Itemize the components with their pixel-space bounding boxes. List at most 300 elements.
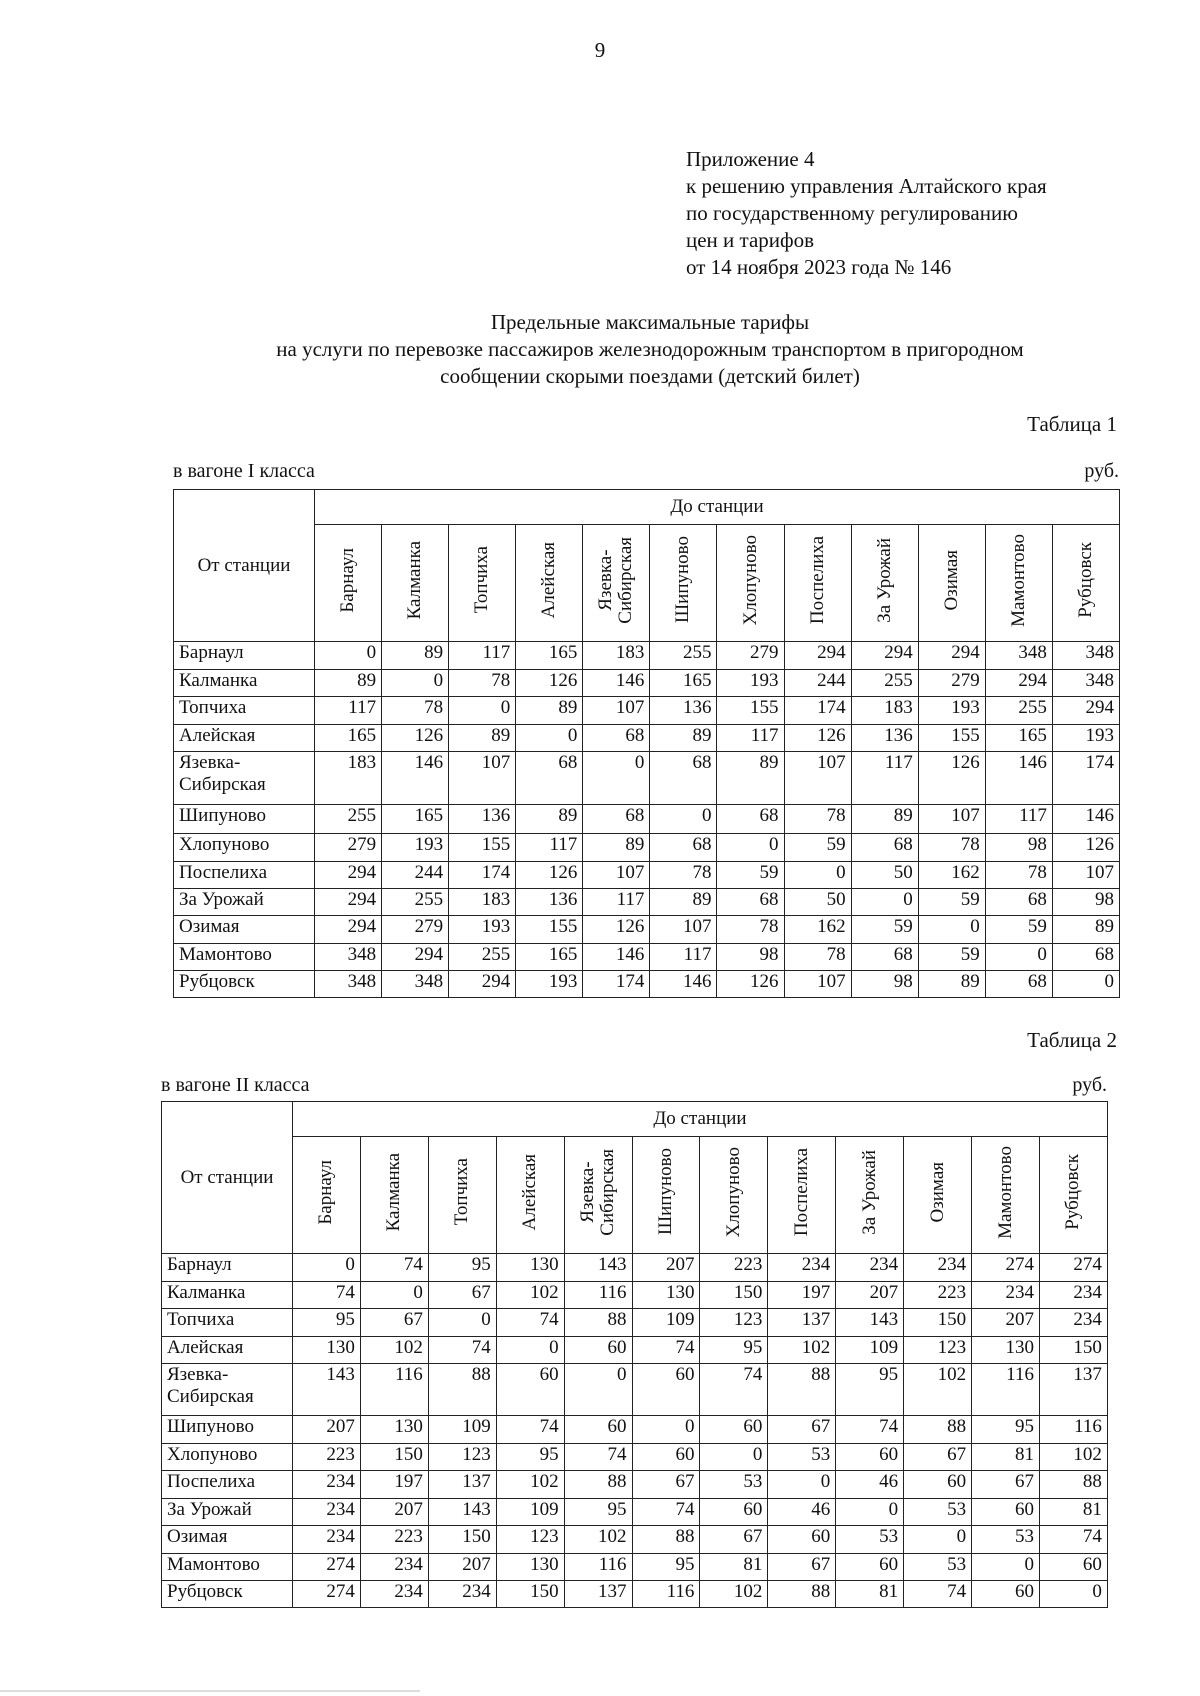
tariff-cell: 78 [985,862,1052,889]
row-station-name: Мамонтово [174,944,315,971]
tariff-cell: 60 [632,1444,700,1471]
tariff-cell: 137 [564,1581,632,1608]
table-row [162,1254,1108,1282]
tariff-cell: 348 [382,971,449,998]
tariff-cell: 0 [496,1337,564,1364]
table-row [174,670,1120,697]
tariff-cell: 0 [918,916,985,944]
tariff-cell: 78 [650,862,717,889]
tariff-cell: 102 [1039,1444,1107,1471]
column-header [1052,525,1119,642]
tariff-cell: 143 [836,1309,904,1337]
row-station-name: Поспелиха [174,862,315,889]
tariff-cell: 60 [904,1471,972,1499]
from-station-header: От станции [174,490,315,642]
tariff-cell: 130 [972,1337,1040,1364]
tariff-cell: 279 [918,670,985,697]
tariff-cell: 348 [315,971,382,998]
row-station-name: Барнаул [174,642,315,670]
tariff-cell: 89 [650,889,717,916]
tariff-cell: 165 [315,725,382,752]
tariff-cell: 60 [972,1581,1040,1608]
appendix-line: Приложение 4 [686,147,815,171]
column-header [717,525,784,642]
tariff-cell: 123 [496,1526,564,1554]
table-row [174,725,1120,752]
tariff-cell: 146 [1052,805,1119,834]
tariff-cell: 78 [784,805,851,834]
tariff-cell: 116 [1039,1416,1107,1444]
column-header [768,1137,836,1254]
tariff-cell: 223 [293,1444,361,1471]
column-header-label: Шипуново [672,536,694,624]
tariff-cell: 95 [564,1499,632,1526]
tariff-cell: 150 [904,1309,972,1337]
tariff-cell: 81 [1039,1499,1107,1526]
tariff-cell: 68 [583,725,650,752]
tariff-cell: 59 [918,889,985,916]
tariff-cell: 174 [583,971,650,998]
column-header-label: Барнаул [315,1159,337,1225]
tariff-cell: 207 [972,1309,1040,1337]
tariff-cell: 102 [496,1282,564,1309]
column-header-label: За Урожай [873,537,895,623]
column-header-label: Шипуново [654,1148,676,1236]
tariff-cell: 294 [851,642,918,670]
tariff-cell: 146 [650,971,717,998]
column-header-label: Озимая [926,1161,948,1223]
tariff-cell: 0 [851,889,918,916]
tariff-cell: 234 [428,1581,496,1608]
row-station-name: Барнаул [162,1254,293,1282]
tariff-cell: 67 [360,1309,428,1337]
column-header [985,525,1052,642]
currency-label: руб. [1084,460,1119,482]
appendix-header [686,146,1047,281]
column-header [583,525,650,642]
tariff-cell: 74 [360,1254,428,1282]
to-station-header: До станции [315,490,1120,525]
tariff-cell: 207 [632,1254,700,1282]
tariff-cell: 136 [449,805,516,834]
tariff-cell: 117 [851,752,918,805]
tariff-cell: 137 [428,1471,496,1499]
tariff-cell: 193 [1052,725,1119,752]
appendix-line: от 14 ноября 2023 года № 146 [686,255,952,279]
column-header-label: Калманка [383,1152,405,1232]
tariff-cell: 74 [496,1309,564,1337]
tariff-cell: 143 [293,1364,361,1416]
tariff-cell: 294 [784,642,851,670]
tariff-cell: 67 [428,1282,496,1309]
tariff-cell: 183 [583,642,650,670]
tariff-cell: 95 [972,1416,1040,1444]
tariff-cell: 74 [293,1282,361,1309]
title-line: сообщении скорыми поездами (детский билет) [440,364,860,388]
tariff-cell: 150 [496,1581,564,1608]
column-header-label: Поспелиха [790,1147,812,1237]
document-title [160,309,1140,390]
column-header-label: Озимая [940,549,962,611]
tariff-cell: 81 [700,1554,768,1581]
tariff-cell: 95 [428,1254,496,1282]
column-header [650,525,717,642]
tariff-cell: 68 [1052,944,1119,971]
tariff-cell: 126 [382,725,449,752]
row-station-name: Хлопуново [174,834,315,862]
tariff-cell: 78 [449,670,516,697]
table-row [162,1471,1108,1499]
column-header [918,525,985,642]
tariff-cell: 107 [918,805,985,834]
tariff-cell: 95 [496,1444,564,1471]
car-class-label: в вагоне II класса [161,1074,310,1096]
row-station-name: Рубцовск [162,1581,293,1608]
column-header [360,1137,428,1254]
tariff-cell: 53 [836,1526,904,1554]
tariff-cell: 150 [360,1444,428,1471]
tariff-cell: 60 [700,1499,768,1526]
tariff-cell: 165 [985,725,1052,752]
tariff-cell: 126 [516,670,583,697]
tariff-cell: 130 [360,1416,428,1444]
table-row [174,805,1120,834]
tariff-cell: 102 [904,1364,972,1416]
tariff-cell: 74 [428,1337,496,1364]
tariff-cell: 193 [516,971,583,998]
row-station-name: Алейская [174,725,315,752]
row-station-name: Калманка [162,1282,293,1309]
tariff-cell: 89 [449,725,516,752]
tariff-cell: 255 [449,944,516,971]
tariff-cell: 143 [428,1499,496,1526]
tariff-cell: 74 [564,1444,632,1471]
tariff-cell: 74 [632,1337,700,1364]
tariff-cell: 81 [972,1444,1040,1471]
row-station-name: Топчиха [174,697,315,725]
tariff-cell: 107 [784,752,851,805]
tariff-cell: 294 [315,916,382,944]
table-row [174,889,1120,916]
scan-artifact [0,1690,420,1692]
tariff-cell: 102 [496,1471,564,1499]
from-station-header: От станции [162,1102,293,1254]
tariff-cell: 116 [632,1581,700,1608]
tariff-cell: 0 [1052,971,1119,998]
column-header-label: Хлопуново [739,534,761,626]
tariff-cell: 89 [717,752,784,805]
column-header [293,1137,361,1254]
tariff-cell: 294 [449,971,516,998]
tariff-cell: 68 [985,971,1052,998]
tariff-cell: 244 [382,862,449,889]
tariff-cell: 123 [904,1337,972,1364]
tariff-cell: 68 [851,834,918,862]
tariff-cell: 89 [918,971,985,998]
tariff-cell: 78 [918,834,985,862]
column-header-label: Алейская [538,541,560,619]
tariff-cell: 116 [564,1554,632,1581]
column-header [428,1137,496,1254]
tariff-cell: 107 [449,752,516,805]
tariff-cell: 68 [717,805,784,834]
tariff-cell: 98 [985,834,1052,862]
tariff-cell: 126 [516,862,583,889]
tariff-cell: 0 [650,805,717,834]
column-header-label: Мамонтово [1007,533,1029,627]
tariff-cell: 74 [904,1581,972,1608]
table-row [162,1526,1108,1554]
table-row [162,1364,1108,1416]
column-header-label: Топчиха [471,546,493,614]
tariff-cell: 60 [768,1526,836,1554]
tariff-cell: 102 [564,1526,632,1554]
tariff-cell: 207 [836,1282,904,1309]
tariff-cell: 88 [904,1416,972,1444]
tariff-cell: 60 [564,1337,632,1364]
column-header-label: Поспелиха [806,535,828,625]
table-label: Таблица 1 [1027,412,1117,436]
tariff-cell: 0 [904,1526,972,1554]
tariff-cell: 117 [583,889,650,916]
tariff-cell: 274 [293,1554,361,1581]
table-row [162,1581,1108,1608]
tariff-cell: 60 [836,1444,904,1471]
column-header-label: Калманка [404,540,426,620]
tariff-cell: 0 [768,1471,836,1499]
row-station-name: Калманка [174,670,315,697]
tariff-cell: 68 [985,889,1052,916]
tariff-cell: 74 [496,1416,564,1444]
row-station-name: Рубцовск [174,971,315,998]
tariff-cell: 107 [784,971,851,998]
tariff-cell: 95 [836,1364,904,1416]
tariff-cell: 136 [650,697,717,725]
tariff-cell: 207 [428,1554,496,1581]
tariff-cell: 279 [382,916,449,944]
tariff-cell: 234 [904,1254,972,1282]
row-station-name: Язевка- Сибирская [174,752,315,805]
tariff-cell: 78 [382,697,449,725]
tariff-cell: 74 [836,1416,904,1444]
tariff-cell: 0 [516,725,583,752]
tariff-cell: 223 [360,1526,428,1554]
tariff-cell: 294 [918,642,985,670]
column-header-label: Алейская [519,1153,541,1231]
table-row [174,834,1120,862]
tariff-cell: 137 [768,1309,836,1337]
tariff-cell: 116 [564,1282,632,1309]
tariff-cell: 60 [972,1499,1040,1526]
tariff-cell: 107 [1052,862,1119,889]
tariff-cell: 126 [1052,834,1119,862]
tariff-cell: 117 [717,725,784,752]
table-row [162,1416,1108,1444]
row-station-name: Озимая [174,916,315,944]
tariff-cell: 78 [784,944,851,971]
tariff-cell: 107 [583,697,650,725]
tariff-cell: 234 [293,1526,361,1554]
column-header-label: Топчиха [451,1158,473,1226]
tariff-cell: 89 [583,834,650,862]
tariff-cell: 183 [449,889,516,916]
tariff-cell: 67 [904,1444,972,1471]
tariff-cell: 88 [428,1364,496,1416]
column-header [972,1137,1040,1254]
page-number: 9 [594,38,606,62]
tariff-cell: 60 [496,1364,564,1416]
tariff-cell: 123 [700,1309,768,1337]
tariff-cell: 294 [1052,697,1119,725]
row-station-name: За Урожай [174,889,315,916]
tariff-cell: 89 [851,805,918,834]
tariff-cell: 53 [904,1499,972,1526]
title-line: Предельные максимальные тарифы [490,310,810,334]
row-station-name: Топчиха [162,1309,293,1337]
column-header [632,1137,700,1254]
tariff-cell: 109 [496,1499,564,1526]
column-header [836,1137,904,1254]
tariff-cell: 88 [768,1364,836,1416]
tariff-cell: 74 [1039,1526,1107,1554]
tariff-cell: 234 [360,1554,428,1581]
tariff-cell: 207 [293,1416,361,1444]
tariff-cell: 117 [516,834,583,862]
tariff-cell: 89 [382,642,449,670]
tariff-cell: 53 [768,1444,836,1471]
tariff-cell: 68 [650,834,717,862]
column-header [315,525,382,642]
tariff-cell: 67 [632,1471,700,1499]
tariff-cell: 146 [985,752,1052,805]
column-header [1039,1137,1107,1254]
tariff-cell: 130 [632,1282,700,1309]
tariff-cell: 88 [632,1526,700,1554]
column-header-label: Язевка- Сибирская [577,1148,619,1236]
tariff-cell: 117 [449,642,516,670]
tariff-cell: 165 [650,670,717,697]
tariff-cell: 0 [564,1364,632,1416]
tariff-cell: 81 [836,1581,904,1608]
tariff-cell: 174 [784,697,851,725]
tariff-cell: 78 [717,916,784,944]
table-row [174,642,1120,670]
currency-label: руб. [1072,1074,1107,1096]
tariff-cell: 234 [768,1254,836,1282]
table-row [162,1499,1108,1526]
tariff-cell: 59 [717,862,784,889]
tariff-cell: 89 [516,697,583,725]
tariff-cell: 117 [315,697,382,725]
tariff-cell: 67 [768,1416,836,1444]
tariff-cell: 255 [851,670,918,697]
table-row [162,1282,1108,1309]
tariff-cell: 0 [382,670,449,697]
tariff-cell: 95 [293,1309,361,1337]
row-station-name: Хлопуново [162,1444,293,1471]
tariff-cell: 102 [768,1337,836,1364]
tariff-cell: 279 [315,834,382,862]
tariff-cell: 155 [918,725,985,752]
tariff-cell: 174 [449,862,516,889]
tariff-cell: 165 [516,944,583,971]
row-station-name: Озимая [162,1526,293,1554]
tariff-cell: 162 [918,862,985,889]
tariff-cell: 89 [1052,916,1119,944]
row-station-name: За Урожай [162,1499,293,1526]
tariff-cell: 50 [784,889,851,916]
tariff-cell: 102 [700,1581,768,1608]
tariff-cell: 89 [516,805,583,834]
tariff-cell: 74 [632,1499,700,1526]
appendix-line: к решению управления Алтайского края [686,174,1047,198]
table-row [174,944,1120,971]
tariff-cell: 146 [583,944,650,971]
table-row [162,1337,1108,1364]
tariff-cell: 193 [449,916,516,944]
table-row [174,862,1120,889]
tariff-cell: 234 [293,1471,361,1499]
table-header-row [162,1102,1108,1137]
column-header-label: Барнаул [337,547,359,613]
tariff-cell: 244 [784,670,851,697]
column-header [564,1137,632,1254]
tariff-cell: 107 [650,916,717,944]
tariff-cell: 0 [632,1416,700,1444]
tariff-cell: 0 [583,752,650,805]
tariff-cell: 136 [851,725,918,752]
tariff-cell: 183 [851,697,918,725]
tariff-cell: 0 [836,1499,904,1526]
tariff-cell: 0 [717,834,784,862]
tariff-cell: 155 [717,697,784,725]
tariff-cell: 0 [985,944,1052,971]
table-row [174,697,1120,725]
tariff-cell: 46 [836,1471,904,1499]
tariff-cell: 74 [700,1364,768,1416]
column-header [496,1137,564,1254]
tariff-cell: 53 [700,1471,768,1499]
tariff-cell: 150 [1039,1337,1107,1364]
tariff-cell: 60 [700,1416,768,1444]
tariff-cell: 348 [1052,642,1119,670]
tariff-cell: 53 [904,1554,972,1581]
tariff-cell: 59 [985,916,1052,944]
tariff-cell: 136 [516,889,583,916]
table-row [162,1444,1108,1471]
tariff-cell: 193 [382,834,449,862]
tariff-cell: 109 [428,1416,496,1444]
row-station-name: Язевка- Сибирская [162,1364,293,1416]
tariff-cell: 155 [449,834,516,862]
tariff-cell: 274 [293,1581,361,1608]
tariff-cell: 68 [583,805,650,834]
tariff-cell: 165 [516,642,583,670]
appendix-line: по государственному регулированию [686,201,1018,225]
tariff-cell: 274 [1039,1254,1107,1282]
column-header [449,525,516,642]
tariff-cell: 60 [564,1416,632,1444]
tariff-cell: 117 [985,805,1052,834]
tariff-cell: 50 [851,862,918,889]
column-header-label: Мамонтово [994,1145,1016,1239]
tariff-cell: 255 [382,889,449,916]
tariff-cell: 223 [904,1282,972,1309]
tariff-cell: 109 [836,1337,904,1364]
tariff-cell: 59 [784,834,851,862]
tariff-cell: 60 [836,1554,904,1581]
column-header-label: Рубцовск [1062,1154,1084,1230]
